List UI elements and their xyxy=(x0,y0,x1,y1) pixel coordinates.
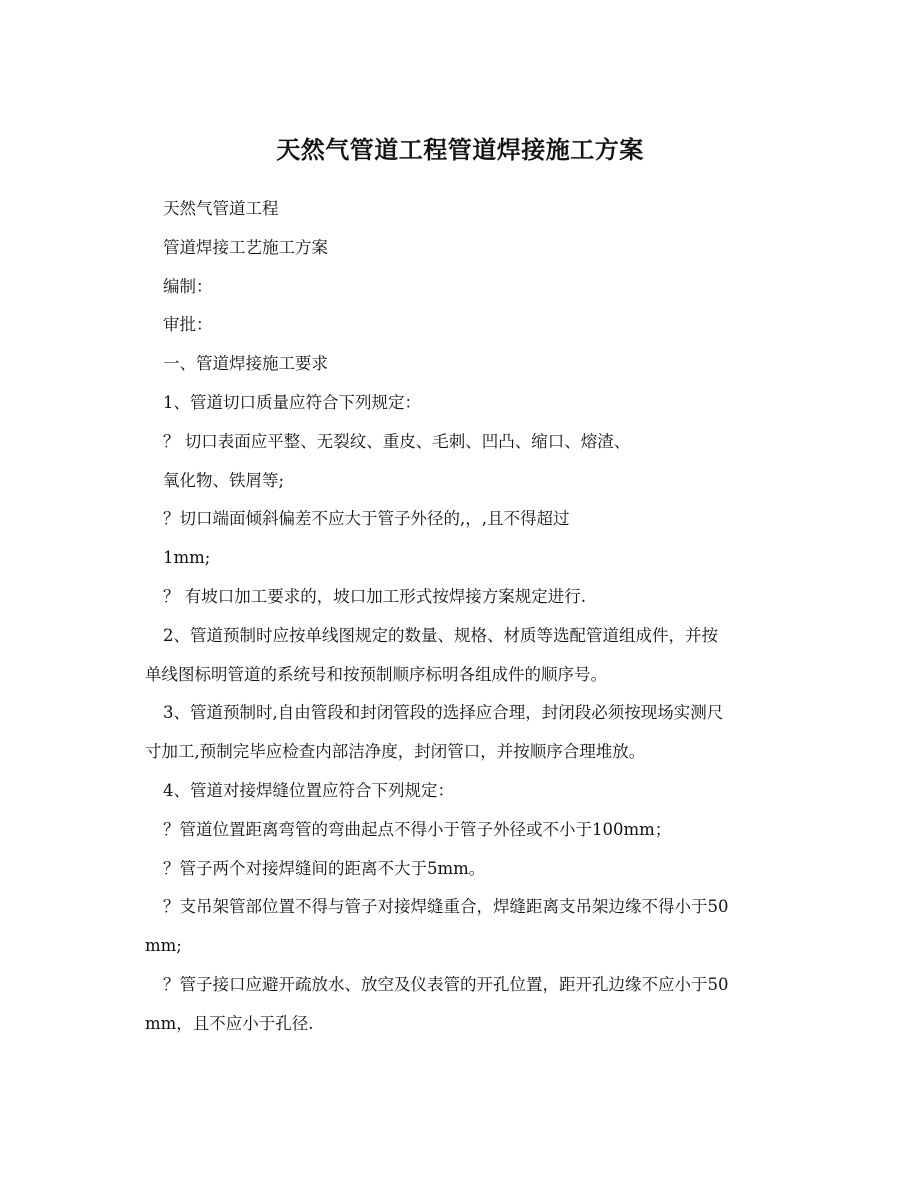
text-line: 4、管道对接焊缝位置应符合下列规定： xyxy=(163,780,454,800)
text-line: 审批： xyxy=(163,315,213,335)
text-line: mm，且不应小于孔径. xyxy=(145,1013,314,1033)
text-line: 寸加工,预制完毕应检查内部洁净度，封闭管口，并按顺序合理堆放。 xyxy=(145,742,646,762)
text-line: 2、管道预制时应按单线图规定的数量、规格、材质等选配管道组成件，并按 xyxy=(163,625,718,645)
text-line: 管道焊接工艺施工方案 xyxy=(163,237,328,257)
text-line: ？管子两个对接焊缝间的距离不大于5mm。 xyxy=(163,858,486,878)
text-line: 天然气管道工程 xyxy=(163,199,279,218)
text-line: ？ 有坡口加工要求的，坡口加工形式按焊接方案规定进行. xyxy=(163,586,586,606)
text-line: ？管子接口应避开疏放水、放空及仪表管的开孔位置，距开孔边缘不应小于50 xyxy=(163,974,729,994)
text-line: ？管道位置距离弯管的弯曲起点不得小于管子外径或不小于100mm； xyxy=(163,819,672,839)
document-title: 天然气管道工程管道焊接施工方案 xyxy=(276,135,644,164)
text-line: ？切口端面倾斜偏差不应大于管子外径的,，,且不得超过 xyxy=(163,509,570,529)
text-line: 编制： xyxy=(163,276,213,296)
document-body xyxy=(145,190,785,1044)
text-line: 3、管道预制时,自由管段和封闭管段的选择应合理，封闭段必须按现场实测尺 xyxy=(163,703,724,723)
text-line: ？ 切口表面应平整、无裂纹、重皮、毛刺、凹凸、缩口、熔渣、 xyxy=(163,431,631,451)
section-heading: 一、管道焊接施工要求 xyxy=(163,354,328,374)
text-line: 1、管道切口质量应符合下列规定： xyxy=(163,392,421,412)
text-line: mm; xyxy=(145,936,182,956)
text-line: 1mm; xyxy=(163,548,211,568)
text-line: 单线图标明管道的系统号和按预制顺序标明各组成件的顺序号。 xyxy=(145,664,607,684)
text-line: ？支吊架管部位置不得与管子对接焊缝重合，焊缝距离支吊架边缘不得小于50 xyxy=(163,897,729,917)
text-line: 氧化物、铁屑等; xyxy=(163,470,285,490)
